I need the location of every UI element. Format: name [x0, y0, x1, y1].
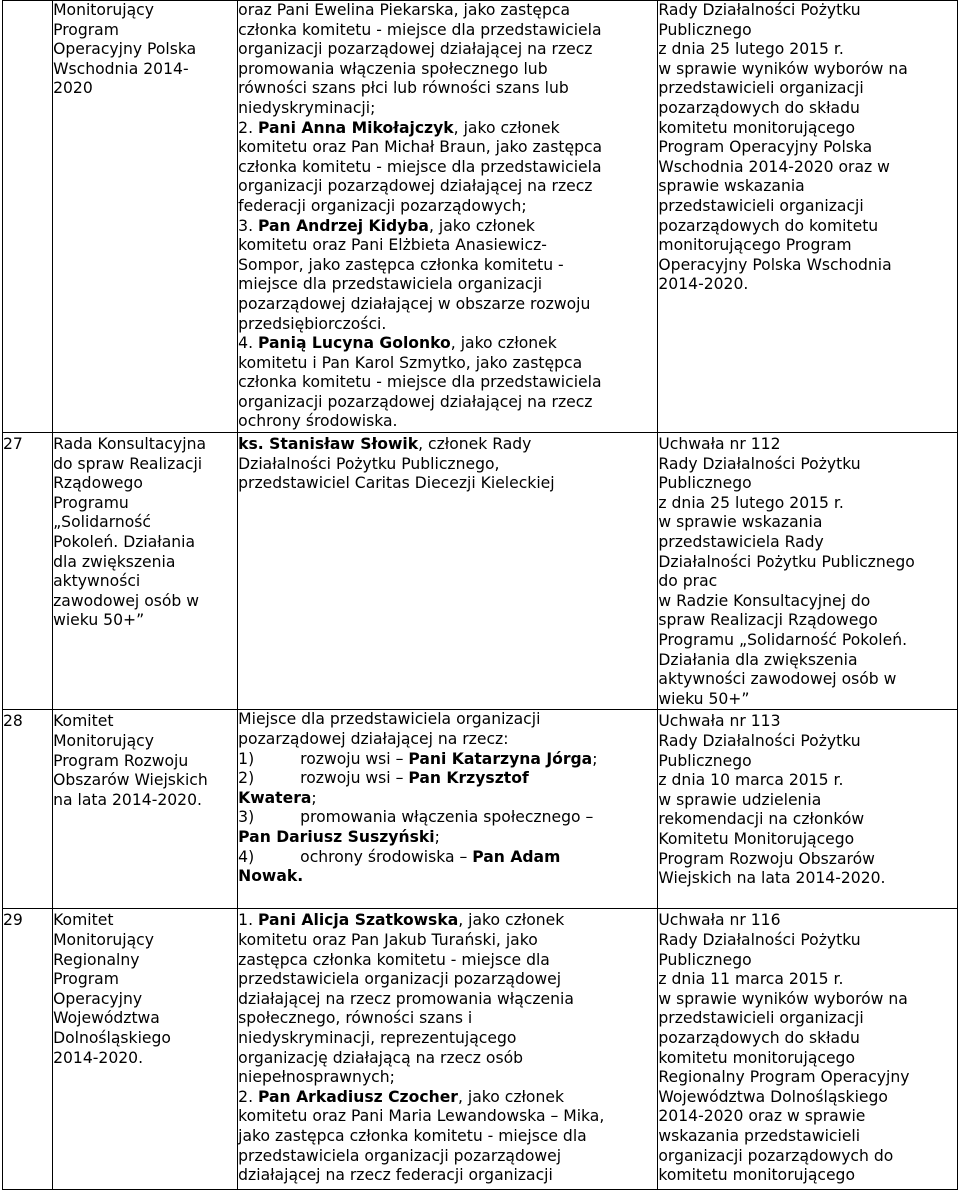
text-line: Regionalny Program Operacyjny — [658, 1068, 910, 1087]
text-line: Publicznego — [658, 20, 752, 39]
text-line: Program — [53, 20, 119, 39]
text-line: z dnia 10 marca 2015 r. — [658, 771, 844, 790]
text-line: do prac — [658, 572, 718, 591]
members-cell — [238, 710, 658, 909]
row-number-cell — [3, 1, 53, 433]
text-line: Uchwała nr 112 — [658, 435, 781, 454]
text-run: 1. — [238, 911, 258, 930]
row-number-cell — [3, 909, 53, 1190]
text-line — [238, 99, 657, 119]
text-line: przedstawicieli organizacji — [658, 196, 864, 215]
resolution-cell — [658, 433, 958, 710]
text-line — [238, 789, 657, 809]
text-run: komitetu oraz Pani Elżbieta Anasiewicz- — [238, 236, 547, 255]
text-line: z dnia 25 lutego 2015 r. — [658, 493, 844, 512]
text-line — [238, 1166, 657, 1186]
text-run: komitetu oraz Pan Michał Braun, jako zastępca — [238, 138, 603, 157]
list-item-number: 3) — [238, 808, 255, 827]
text-line — [238, 60, 657, 80]
member-name: Nowak. — [238, 867, 304, 886]
text-line — [238, 119, 657, 139]
text-line — [238, 354, 657, 374]
text-line: do spraw Realizacji — [53, 454, 203, 473]
text-line: Rady Działalności Pożytku — [658, 454, 861, 473]
text-line — [238, 911, 657, 931]
text-line: Województwa Dolnośląskiego — [658, 1087, 888, 1106]
text-line — [238, 1029, 657, 1049]
row-number: 28 — [3, 712, 23, 731]
committee-name-cell — [53, 909, 238, 1190]
text-line: w sprawie udzielenia — [658, 790, 822, 809]
text-line: dla zwiększenia — [53, 552, 176, 571]
text-line: spraw Realizacji Rządowego — [658, 611, 878, 630]
text-run: pozarządowej działającej w obszarze rozwoju — [238, 294, 591, 313]
text-run: przedstawiciel Caritas Diecezji Kieleckiej — [238, 474, 555, 493]
text-line — [238, 177, 657, 197]
text-run: niepełnosprawnych; — [238, 1068, 395, 1087]
text-run: 3. — [238, 216, 258, 235]
text-line: Rada Konsultacyjna — [53, 435, 207, 454]
text-run: Sompor, jako zastępca członka komitetu - — [238, 255, 564, 274]
text-line: Rady Działalności Pożytku — [658, 930, 861, 949]
text-run: oraz Pani Ewelina Piekarska, jako zastępca — [238, 1, 571, 19]
committees-table — [2, 0, 958, 1190]
member-name: ks. Stanisław Słowik — [238, 435, 419, 454]
text-line: z dnia 25 lutego 2015 r. — [658, 40, 844, 59]
text-line — [238, 1, 657, 21]
text-line: 2014-2020 oraz w sprawie — [658, 1107, 866, 1126]
text-line: Wschodnia 2014-2020 oraz w — [658, 157, 890, 176]
text-line — [238, 21, 657, 41]
text-line: aktywności zawodowej osób w — [658, 670, 897, 689]
table-row — [3, 909, 958, 1190]
text-line: Wschodnia 2014- — [53, 59, 189, 78]
text-run: członka komitetu - miejsce dla przedstawiciela — [238, 20, 602, 39]
text-line: Działalności Pożytku Publicznego — [658, 552, 915, 571]
text-line: wieku 50+” — [53, 611, 145, 630]
members-cell — [238, 433, 658, 710]
row-number: 27 — [3, 435, 23, 454]
text-line — [238, 217, 657, 237]
text-line: Dolnośląskiego — [53, 1028, 171, 1047]
text-line: w sprawie wyników wyborów na — [658, 989, 908, 1008]
text-line: organizacji pozarządowych do — [658, 1146, 894, 1165]
text-line: wskazania przedstawicieli — [658, 1126, 861, 1145]
text-run: , jako członek — [453, 118, 560, 137]
text-line: zawodowej osób w — [53, 591, 200, 610]
text-run: komitetu oraz Pan Jakub Turański, jako — [238, 930, 538, 949]
text-run: komitetu oraz Pani Maria Lewandowska – Mika, — [238, 1107, 605, 1126]
text-run: jako zastępca członka komitetu - miejsce dla — [238, 1126, 587, 1145]
text-line: Działania dla zwiększenia — [658, 650, 858, 669]
text-line — [238, 1127, 657, 1147]
list-item-text: ochrony środowiska – — [300, 847, 473, 866]
list-item — [238, 808, 657, 828]
table-row — [3, 1, 958, 433]
list-item-text: rozwoju wsi – — [300, 769, 409, 788]
text-line: Publicznego — [658, 474, 752, 493]
text-line: Monitorujący — [53, 731, 154, 750]
member-name: Pan Arkadiusz Czocher — [258, 1087, 458, 1106]
text-line — [238, 79, 657, 99]
text-line: pozarządowych do komitetu — [658, 216, 879, 235]
row-number-cell — [3, 433, 53, 710]
text-line: komitetu monitorującego — [658, 1048, 855, 1067]
text-line: 2014-2020. — [658, 275, 749, 294]
text-line: w sprawie wskazania — [658, 513, 823, 532]
member-name: Pani Katarzyna Jórga — [408, 749, 593, 768]
text-run: , jako członek — [450, 334, 557, 353]
text-run: ; — [434, 827, 440, 846]
resolution-cell — [658, 909, 958, 1190]
member-name: Pani Alicja Szatkowska — [258, 911, 459, 930]
text-line: Program Operacyjny Polska — [658, 138, 873, 157]
committee-name-cell — [53, 710, 238, 909]
text-line: w Radzie Konsultacyjnej do — [658, 591, 871, 610]
text-line — [238, 334, 657, 354]
text-run: federacji organizacji pozarządowych; — [238, 196, 527, 215]
text-line: aktywności — [53, 572, 141, 591]
text-line: na lata 2014-2020. — [53, 790, 202, 809]
text-run: ochrony środowiska. — [238, 412, 398, 431]
table-row — [3, 710, 958, 909]
text-line: przedstawicieli organizacji — [658, 1009, 864, 1028]
row-number: 29 — [3, 911, 23, 930]
text-line: Uchwała nr 116 — [658, 911, 781, 930]
text-run: organizacji pozarządowej działającej na rzecz — [238, 392, 593, 411]
text-line: Operacyjny Polska — [53, 40, 197, 59]
text-run: równości szans płci lub równości szans lub — [238, 79, 569, 98]
text-line: Komitet — [53, 712, 114, 731]
member-name: Pan Dariusz Suszyński — [238, 827, 435, 846]
list-item-number: 4) — [238, 847, 255, 866]
text-line: Program — [53, 970, 119, 989]
member-name: Pani Anna Mikołajczyk — [258, 118, 454, 137]
text-line: pozarządowych do składu — [658, 98, 860, 117]
text-line: komitetu monitorującego — [658, 1166, 855, 1185]
text-line: Program Rozwoju Obszarów — [658, 849, 875, 868]
text-run: członka komitetu - miejsce dla przedstawiciela — [238, 373, 602, 392]
resolution-cell — [658, 1, 958, 433]
text-line: 2020 — [53, 79, 93, 98]
text-line — [238, 158, 657, 178]
members-cell — [238, 1, 658, 433]
text-line: Publicznego — [658, 950, 752, 969]
text-run: 2. — [238, 1087, 258, 1106]
member-name: Kwatera — [238, 788, 312, 807]
text-run: , jako członek — [428, 216, 535, 235]
text-line: przedstawicieli organizacji — [658, 79, 864, 98]
text-line — [238, 1068, 657, 1088]
text-line: wieku 50+” — [658, 689, 750, 708]
text-line — [238, 990, 657, 1010]
text-run: , jako członek — [457, 1087, 564, 1106]
text-line: Regionalny — [53, 950, 140, 969]
text-line — [238, 138, 657, 158]
text-line: Uchwała nr 113 — [658, 712, 781, 731]
list-item — [238, 750, 657, 770]
text-line — [238, 256, 657, 276]
text-line: Rządowego — [53, 474, 143, 493]
committee-name-cell — [53, 433, 238, 710]
table-row — [3, 433, 958, 710]
text-line: Województwa — [53, 1009, 160, 1028]
text-line — [238, 435, 657, 455]
text-line: „Solidarność — [53, 513, 151, 532]
text-line: Programu „Solidarność Pokoleń. — [658, 631, 908, 649]
text-line: rekomendacji na członków — [658, 810, 865, 829]
text-line: Operacyjny Polska Wschodnia — [658, 255, 892, 274]
text-line: Operacyjny — [53, 989, 143, 1008]
text-run: działającej na rzecz federacji organizacji — [238, 1166, 553, 1185]
row-number-cell — [3, 710, 53, 909]
text-line: Wiejskich na lata 2014-2020. — [658, 869, 886, 888]
text-line: pozarządowej działającej na rzecz: — [238, 729, 509, 748]
text-line: Komitet — [53, 911, 114, 930]
members-cell — [238, 909, 658, 1190]
list-item-number: 2) — [238, 769, 255, 788]
text-run: organizację działającą na rzecz osób — [238, 1048, 524, 1067]
text-line: monitorującego Program — [658, 236, 852, 255]
text-line — [238, 970, 657, 990]
text-line: Miejsce dla przedstawiciela organizacji — [238, 710, 541, 729]
text-run: organizacji pozarządowej działającej na rzecz — [238, 177, 593, 196]
list-item — [238, 769, 657, 789]
text-line — [238, 275, 657, 295]
text-line: sprawie wskazania — [658, 177, 805, 196]
text-run: niedyskryminacji; — [238, 98, 376, 117]
text-line: Obszarów Wiejskich — [53, 771, 208, 790]
text-line: Program Rozwoju — [53, 751, 189, 770]
text-line: Monitorujący — [53, 930, 154, 949]
text-line — [238, 828, 657, 848]
text-run: ; — [592, 749, 598, 768]
text-line: Rady Działalności Pożytku — [658, 1, 861, 19]
text-line: Programu — [53, 493, 129, 512]
member-name: Pan Krzysztof — [408, 769, 529, 788]
text-line — [238, 1147, 657, 1167]
text-run: członka komitetu - miejsce dla przedstawiciela — [238, 157, 602, 176]
text-run: przedsiębiorczości. — [238, 314, 387, 333]
text-run: ; — [311, 788, 317, 807]
text-line — [238, 236, 657, 256]
text-line — [238, 1009, 657, 1029]
text-run: komitetu i Pan Karol Szmytko, jako zastępca — [238, 353, 583, 372]
text-line: Komitetu Monitorującego — [658, 829, 855, 848]
text-run: niedyskryminacji, reprezentującego — [238, 1028, 517, 1047]
text-line — [238, 1049, 657, 1069]
text-line — [238, 455, 657, 475]
list-item-text: rozwoju wsi – — [300, 749, 409, 768]
text-run: 2. — [238, 118, 258, 137]
text-run: przedstawiciela organizacji pozarządowej — [238, 970, 562, 989]
text-line — [238, 1088, 657, 1108]
committee-name-cell — [53, 1, 238, 433]
text-run: organizacji pozarządowej działającej na rzecz — [238, 40, 593, 59]
text-line — [238, 40, 657, 60]
text-run: 4. — [238, 334, 258, 353]
text-run: społecznego, równości szans i — [238, 1009, 473, 1028]
text-line — [238, 373, 657, 393]
list-item-text: promowania włączenia społecznego – — [300, 808, 594, 827]
text-line: z dnia 11 marca 2015 r. — [658, 970, 844, 989]
text-line — [238, 951, 657, 971]
text-run: Działalności Pożytku Publicznego, — [238, 454, 500, 473]
text-run: działającej na rzecz promowania włączenia — [238, 989, 574, 1008]
text-run: promowania włączenia społecznego lub — [238, 59, 548, 78]
text-line: 2014-2020. — [53, 1048, 144, 1067]
text-line: Publicznego — [658, 751, 752, 770]
resolution-cell — [658, 710, 958, 909]
text-line: Monitorujący — [53, 1, 154, 19]
text-line — [238, 393, 657, 413]
text-line: Pokoleń. Działania — [53, 533, 196, 552]
text-run: , jako członek — [458, 911, 565, 930]
text-run: zastępca członka komitetu - miejsce dla — [238, 950, 550, 969]
member-name: Pan Adam — [472, 847, 561, 866]
text-run: miejsce dla przedstawiciela organizacji — [238, 275, 543, 294]
list-item — [238, 848, 657, 868]
text-line: pozarządowych do składu — [658, 1028, 860, 1047]
text-line — [238, 412, 657, 432]
member-name: Pan Andrzej Kidyba — [258, 216, 429, 235]
text-line — [238, 867, 657, 887]
text-line — [238, 931, 657, 951]
member-name: Panią Lucyna Golonko — [258, 334, 451, 353]
text-line: przedstawiciela Rady — [658, 533, 824, 552]
text-run: przedstawiciela organizacji pozarządowej — [238, 1146, 562, 1165]
text-line: komitetu monitorującego — [658, 118, 855, 137]
text-line — [238, 315, 657, 335]
text-run: , członek Rady — [418, 435, 532, 454]
text-line — [238, 295, 657, 315]
text-line: Rady Działalności Pożytku — [658, 731, 861, 750]
text-line — [238, 197, 657, 217]
text-line — [238, 474, 657, 494]
list-item-number: 1) — [238, 749, 255, 768]
text-line — [238, 1107, 657, 1127]
text-line: w sprawie wyników wyborów na — [658, 59, 908, 78]
